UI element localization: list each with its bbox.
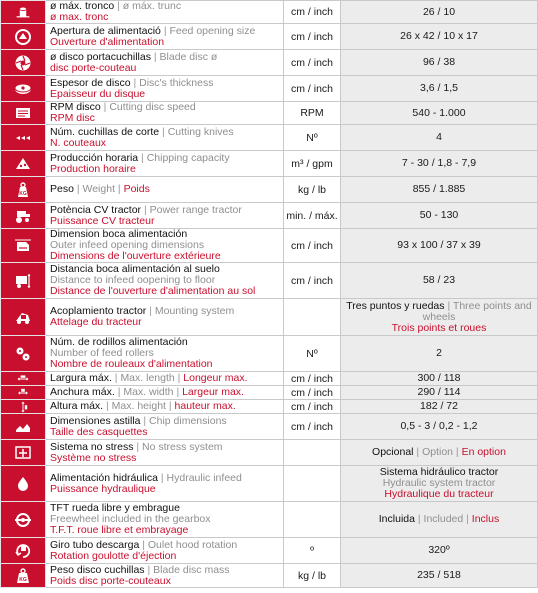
spec-row [1, 125, 538, 151]
separator: | [444, 299, 453, 312]
weight-icon [13, 180, 33, 200]
label-line [50, 127, 283, 138]
spec-value: 26 x 42 / 10 x 17 [341, 24, 538, 50]
spec-label [46, 502, 284, 538]
label-line [50, 416, 283, 427]
no-stress-icon [13, 443, 33, 463]
label-es: Espesor de disco [50, 76, 131, 89]
spec-row [1, 400, 538, 414]
label-fr: disc porte-couteau [50, 61, 137, 74]
spec-value: 235 / 518 [341, 564, 538, 588]
spec-value: 3,6 / 1,5 [341, 76, 538, 102]
spec-unit: Nº [284, 336, 341, 372]
infeed-dimensions-icon [13, 236, 33, 256]
spec-value: 26 / 10 [341, 1, 538, 24]
rotation-icon [13, 541, 33, 561]
spec-value: 2 [341, 336, 538, 372]
separator: | [100, 101, 110, 113]
disc-thickness-icon [13, 79, 33, 99]
label-es: Acoplamiento tractor [50, 305, 147, 317]
spec-icon-cell [1, 229, 46, 263]
spec-icon-cell [1, 414, 46, 440]
separator: | [130, 76, 140, 89]
separator: | [165, 400, 175, 412]
value-es: Opcional [372, 446, 414, 458]
spec-icon-cell [1, 102, 46, 125]
spec-row [1, 50, 538, 76]
spec-label [46, 102, 284, 125]
height-icon [17, 401, 29, 413]
spec-unit: cm / inch [284, 76, 341, 102]
spec-label [46, 400, 284, 414]
spec-label [46, 24, 284, 50]
spec-value: 182 / 72 [341, 400, 538, 414]
spec-icon-cell [1, 24, 46, 50]
label-en: Power range tractor [149, 203, 242, 216]
label-en: Mounting system [154, 305, 235, 317]
label-es: Alimentación hidráulica [50, 471, 158, 484]
spec-icon-cell [1, 76, 46, 102]
spec-row [1, 263, 538, 299]
chip-dimensions-icon [13, 417, 33, 437]
spec-icon-cell [1, 336, 46, 372]
spec-icon-cell [1, 386, 46, 400]
spec-icon-cell [1, 299, 46, 336]
spec-value: 855 / 1.885 [341, 177, 538, 203]
label-line [50, 78, 283, 89]
disc-weight-icon [13, 566, 33, 586]
value-fr: Hydraulique du tracteur [384, 488, 494, 500]
mounting-icon [13, 307, 33, 327]
spec-label [46, 1, 284, 24]
label-en: Cutting disc speed [109, 101, 196, 113]
spec-icon-cell [1, 538, 46, 564]
label-en: Max. width [123, 386, 174, 398]
hydraulic-icon [13, 474, 33, 494]
separator: | [150, 50, 160, 63]
label-es: Peso disco cuchillas [50, 563, 145, 576]
spec-unit [284, 440, 341, 466]
spec-row [1, 372, 538, 386]
spec-unit: kg / lb [284, 564, 341, 588]
separator: | [103, 400, 112, 412]
label-en: Blade disc mass [153, 563, 230, 576]
spec-value: 50 - 130 [341, 203, 538, 229]
spec-label [46, 440, 284, 466]
spec-value: 4 [341, 125, 538, 151]
label-fr: Largeur max. [182, 386, 244, 398]
spec-table-body [1, 1, 538, 588]
separator: | [173, 386, 183, 398]
label-line [50, 442, 283, 453]
spec-unit: cm / inch [284, 400, 341, 414]
label-es: ø disco portacuchillas [50, 50, 151, 63]
spec-value: 0,5 - 3 / 0,2 - 1,2 [341, 414, 538, 440]
label-es: TFT rueda libre y embrague [50, 502, 180, 514]
label-en: Disc's thickness [139, 76, 214, 89]
feed-rollers-icon [13, 344, 33, 364]
label-es: Dimensiones astilla [50, 414, 141, 427]
spec-unit [284, 299, 341, 336]
label-fr: Nombre de rouleaux d'alimentation [50, 358, 213, 370]
label-en: Number of feed rollers [50, 347, 154, 359]
freewheel-icon [13, 510, 33, 530]
spec-row [1, 177, 538, 203]
spec-unit [284, 502, 341, 538]
label-en: Blade disc ø [159, 50, 218, 63]
spec-icon-cell [1, 564, 46, 588]
label-line [50, 52, 283, 63]
separator: | [159, 125, 168, 138]
value-fr: Inclus [471, 513, 500, 525]
infeed-height-icon [13, 271, 33, 291]
label-fr: Poids disc porte-couteaux [50, 574, 171, 587]
spec-label [46, 538, 284, 564]
label-en: Feed opening size [169, 24, 256, 37]
spec-label [46, 125, 284, 151]
label-fr: Attelage du tracteur [50, 316, 142, 328]
spec-row [1, 203, 538, 229]
label-en: Outer infeed opening dimensions [50, 239, 205, 251]
label-line [50, 205, 283, 216]
spec-value: 7 - 30 / 1,8 - 7,9 [341, 151, 538, 177]
label-fr: Puissance hydraulique [50, 482, 156, 495]
spec-icon-cell [1, 400, 46, 414]
spec-value [341, 502, 538, 538]
chipping-capacity-icon [13, 154, 33, 174]
label-en: No stress system [142, 440, 223, 453]
label-es: Producción horaria [50, 151, 139, 164]
separator: | [138, 151, 147, 164]
value-es: Tres puntos y ruedas [346, 299, 445, 312]
spec-unit: cm / inch [284, 386, 341, 400]
label-line [50, 540, 283, 551]
spec-unit: m³ / gpm [284, 151, 341, 177]
spec-value [341, 299, 538, 336]
spec-icon-cell [1, 502, 46, 538]
label-fr: hauteur max. [174, 400, 236, 412]
spec-unit: cm / inch [284, 24, 341, 50]
spec-unit: RPM [284, 102, 341, 125]
width-icon [17, 387, 29, 399]
spec-unit: kg / lb [284, 177, 341, 203]
label-es: Sistema no stress [50, 440, 134, 453]
separator: | [73, 183, 83, 195]
label-en: Chip dimensions [149, 414, 227, 427]
label-es: Núm. de rodillos alimentación [50, 336, 188, 348]
spec-value: 290 / 114 [341, 386, 538, 400]
label-es: Dimension boca alimentación [50, 228, 188, 240]
spec-row [1, 299, 538, 336]
spec-row [1, 76, 538, 102]
label-es: Distancia boca alimentación al suelo [50, 263, 220, 275]
label-fr: T.F.T. roue libre et embrayage [50, 524, 189, 536]
separator: | [146, 305, 155, 317]
spec-row [1, 502, 538, 538]
spec-label [46, 466, 284, 502]
spec-unit: cm / inch [284, 50, 341, 76]
separator: | [144, 563, 154, 576]
separator: | [114, 386, 124, 398]
separator: | [133, 440, 143, 453]
separator: | [141, 203, 150, 216]
spec-icon-cell [1, 263, 46, 299]
svg-text:KG: KG [19, 576, 27, 583]
spec-icon-cell [1, 125, 46, 151]
spec-value: 58 / 23 [341, 263, 538, 299]
disc-icon [13, 53, 33, 73]
label-en: Hydraulic infeed [166, 471, 242, 484]
spec-label [46, 414, 284, 440]
value-en: Option [422, 446, 453, 458]
value-fr: En option [461, 446, 506, 458]
label-es: Largura máx. [50, 372, 112, 384]
spec-row [1, 102, 538, 125]
label-es: Peso [50, 183, 74, 195]
value-line [341, 301, 537, 323]
spec-icon-cell [1, 151, 46, 177]
value-en: Hydraulic system tractor [382, 477, 496, 489]
spec-row [1, 386, 538, 400]
spec-label [46, 564, 284, 588]
spec-unit: min. / máx. [284, 203, 341, 229]
spec-label [46, 177, 284, 203]
spec-icon-cell [1, 203, 46, 229]
spec-row [1, 414, 538, 440]
rpm-icon [13, 103, 33, 123]
feed-opening-icon [13, 27, 33, 47]
spec-label [46, 151, 284, 177]
label-en: Freewheel included in the gearbox [50, 513, 211, 525]
label-es: RPM disco [50, 101, 101, 113]
label-fr: Poids [123, 183, 150, 195]
label-es: Altura máx. [50, 400, 104, 412]
spec-row [1, 466, 538, 502]
length-icon [17, 373, 29, 385]
separator: | [140, 414, 150, 427]
value-fr: Trois points et roues [391, 321, 487, 334]
spec-label [46, 386, 284, 400]
label-es: Anchura máx. [50, 386, 115, 398]
label-fr: Rotation goulotte d'éjection [50, 549, 177, 562]
spec-icon-cell [1, 372, 46, 386]
label-en: Chipping capacity [146, 151, 230, 164]
separator: | [114, 0, 123, 12]
spec-icon-cell [1, 50, 46, 76]
spec-icon-cell [1, 440, 46, 466]
separator: | [139, 538, 148, 551]
label-fr: Taille des casquettes [50, 425, 148, 438]
separator: | [115, 183, 124, 195]
spec-unit: cm / inch [284, 229, 341, 263]
value-en: Included [423, 513, 464, 525]
spec-label [46, 263, 284, 299]
label-fr: Production horaire [50, 162, 136, 175]
label-es: Apertura de alimentació [50, 24, 161, 37]
separator: | [157, 471, 167, 484]
svg-text:KG: KG [19, 190, 27, 197]
label-fr: N. couteaux [50, 136, 107, 149]
spec-value: 96 / 38 [341, 50, 538, 76]
label-fr: ø max. tronc [50, 11, 109, 23]
label-en: Max. height [111, 400, 166, 412]
spec-row [1, 564, 538, 588]
value-en: Three points and wheels [422, 299, 532, 323]
spec-label [46, 372, 284, 386]
spec-icon-cell [1, 1, 46, 24]
spec-value: 93 x 100 / 37 x 39 [341, 229, 538, 263]
label-en: Max. length [120, 372, 175, 384]
spec-unit: cm / inch [284, 414, 341, 440]
label-fr: Puissance CV tracteur [50, 214, 155, 227]
spec-unit: cm / inch [284, 372, 341, 386]
spec-unit: cm / inch [284, 263, 341, 299]
label-line [50, 153, 283, 164]
separator: | [111, 372, 121, 384]
label-en: Cutting knives [167, 125, 234, 138]
label-fr: Système no stress [50, 451, 137, 464]
separator: | [453, 446, 462, 458]
spec-value: 320º [341, 538, 538, 564]
separator: | [160, 24, 170, 37]
separator: | [174, 372, 184, 384]
separator: | [414, 513, 424, 525]
label-es: Potència CV tractor [50, 203, 142, 216]
spec-label [46, 50, 284, 76]
label-line [50, 26, 283, 37]
value-es: Incluida [378, 513, 415, 525]
spec-value: 300 / 118 [341, 372, 538, 386]
label-fr: Distance de l'ouverture d'alimentation au sol [50, 285, 256, 297]
label-line [50, 565, 283, 576]
spec-icon-cell [1, 466, 46, 502]
label-line [50, 473, 283, 484]
spec-unit: cm / inch [284, 1, 341, 24]
label-es: Giro tubo descarga [50, 538, 140, 551]
spec-unit: º [284, 538, 341, 564]
label-fr: Epaisseur du disque [50, 87, 146, 100]
spec-label [46, 76, 284, 102]
spec-unit [284, 466, 341, 502]
label-fr: Dimensions de l'ouverture extérieure [50, 250, 221, 262]
label-en: Weight [82, 183, 115, 195]
spec-row [1, 440, 538, 466]
spec-row [1, 24, 538, 50]
tractor-power-icon [13, 206, 33, 226]
label-es: ø máx. tronco [50, 0, 115, 12]
spec-row [1, 151, 538, 177]
label-en: Oulet hood rotation [147, 538, 238, 551]
spec-row [1, 229, 538, 263]
tree-trunk-icon [15, 4, 31, 20]
spec-value [341, 466, 538, 502]
value-es: Sistema hidráulico tractor [379, 466, 499, 478]
spec-row [1, 336, 538, 372]
spec-row [1, 1, 538, 24]
separator: | [463, 513, 472, 525]
spec-label [46, 229, 284, 263]
label-en: ø máx. trunc [122, 0, 182, 12]
spec-label [46, 336, 284, 372]
separator: | [413, 446, 423, 458]
spec-value [341, 440, 538, 466]
spec-value: 540 - 1.000 [341, 102, 538, 125]
label-fr: Longeur max. [183, 372, 248, 384]
spec-unit: Nº [284, 125, 341, 151]
spec-label [46, 299, 284, 336]
spec-icon-cell [1, 177, 46, 203]
knives-icon [13, 128, 33, 148]
label-fr: RPM disc [50, 112, 95, 124]
spec-row [1, 538, 538, 564]
label-es: Núm. cuchillas de corte [50, 125, 160, 138]
label-fr: Ouverture d'alimentation [50, 35, 165, 48]
spec-label [46, 203, 284, 229]
label-en: Distance to infeed oopening to floor [50, 274, 216, 286]
